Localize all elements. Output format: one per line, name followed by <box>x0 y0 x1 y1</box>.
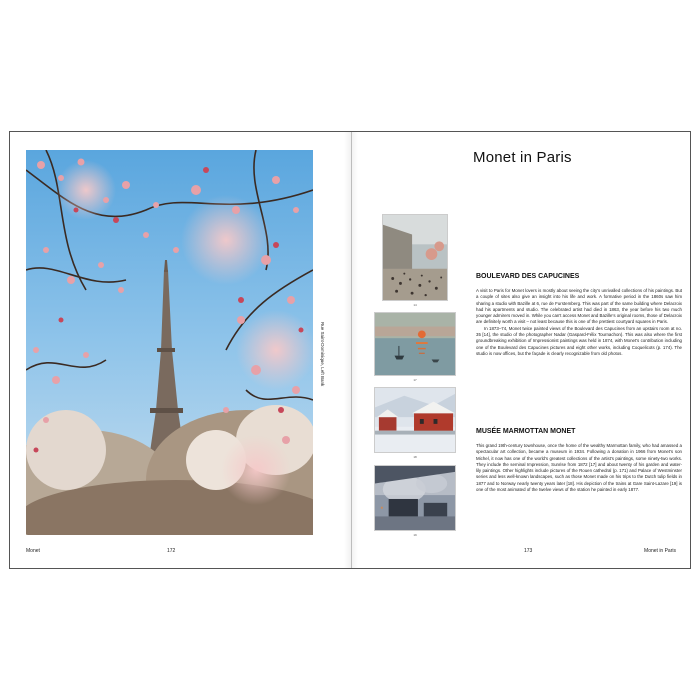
page-title: Monet in Paris <box>473 149 572 166</box>
photo-side-caption: Rue Saint-Dominique, Left Bank <box>320 322 325 387</box>
section-boulevard-des-capucines-body <box>476 288 682 357</box>
left-footer-book-title: Monet <box>26 548 40 554</box>
book-gutter <box>351 132 352 568</box>
thumbnail-norway-landscape <box>374 387 456 453</box>
body-paragraph: This grand 19th-century townhouse, once the home of the wealthy Marmottan family, who had amassed a spectacular art collection, became a museum in 1934. Following a donation in 1966 from Monet's son Michel, it now has one of the world's greatest collections of the artist's paintings, some ninety-two works. They include the seminal Impression, Sunrise from 1872 [17] and about twenty of his garden and water-lily paintings. Other highlights include pictures of the Rouen cathedral (p. 171) and Palace of Westminster series and less well-known landscapes, such as those Monet made on his trips to the Dutch tulip fields in 1877 and to Norway nearly twenty years later [18]. His depiction of the trains at Gare Saint-Lazare [19] is one of the most animated of the twelve views of the station he painted in early 1877. <box>476 443 682 493</box>
right-footer-section-title: Monet in Paris <box>644 548 676 554</box>
thumbnail-gare-saint-lazare <box>374 465 456 531</box>
left-page-number: 172 <box>167 548 176 554</box>
body-paragraph: In 1873–74, Monet twice painted views of the Boulevard des Capucines from an upstairs room at no. 35 [14], the studio of the photographer Nadar (Gaspard-Félix Tournachon). This was also where the first groundbreaking exhibition of Impressionist paintings was held in 1874, with Monet's contribution including one of the Boulevard des Capucines pictures and eight other works, including Coquelicots (p. 174). The studio is now offices, but the façade is clearly recognizable from old photos. <box>476 325 682 356</box>
right-page-number: 173 <box>524 548 533 554</box>
heading-boulevard-des-capucines: BOULEVARD DES CAPUCINES <box>476 273 580 280</box>
eiffel-tower-cherry-blossom-photo <box>26 150 313 535</box>
thumbnail-number-19: 19 <box>413 533 417 537</box>
thumbnail-number-14: 14 <box>413 303 417 307</box>
heading-musee-marmottan-monet: MUSÉE MARMOTTAN MONET <box>476 428 576 435</box>
thumbnail-number-17: 17 <box>413 378 417 382</box>
thumbnail-number-18: 18 <box>413 455 417 459</box>
thumbnail-boulevard-des-capucines <box>382 214 448 301</box>
body-paragraph: A visit to Paris for Monet lovers is mostly about seeing the city's unrivalled collections of his paintings. But a couple of sites also give an insight into his life and work. A formative period in the 1860s saw him sharing a studio with Bazille at 6, rue de Furstemberg. This was part of the same building where Delacroix had his apartments and studio. The celebrated artist had died in 1863, the year before his two much younger admirers moved in. While you can't access Monet and Bazille's original rooms, those of Delacroix are definitely worth a visit – not least because this is one of the prettiest courtyard squares in Paris. <box>476 288 682 325</box>
section-musee-marmottan-body <box>476 443 682 493</box>
thumbnail-impression-sunrise <box>374 312 456 376</box>
book-spread <box>9 131 691 569</box>
